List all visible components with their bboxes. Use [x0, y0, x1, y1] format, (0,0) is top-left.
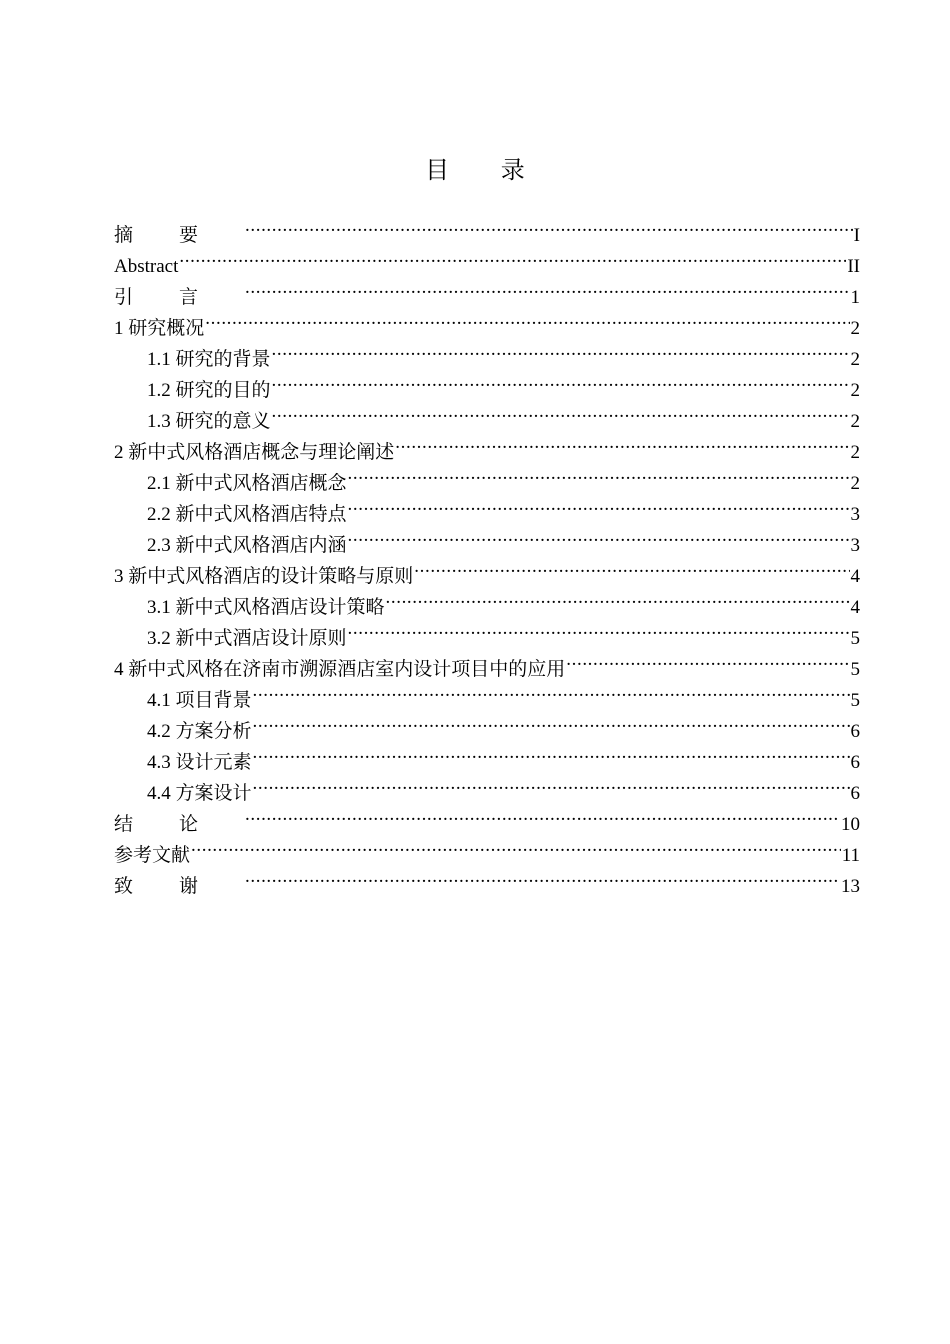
toc-entry-label: 致谢 [114, 876, 245, 897]
toc-dot-leader [348, 458, 850, 489]
toc-entry[interactable] [114, 861, 860, 897]
toc-entry-label: 1 研究概况 [114, 318, 205, 339]
toc-dot-leader [348, 520, 850, 551]
toc-entry-page-number: 13 [841, 876, 860, 897]
toc-entry[interactable] [114, 272, 860, 308]
toc-entry-page-number: 4 [850, 566, 860, 587]
toc-dot-leader [179, 241, 846, 272]
toc-entry-label: 4.4 方案设计 [147, 783, 252, 804]
toc-entry-label: 3 新中式风格酒店的设计策略与原则 [114, 566, 414, 587]
toc-entry-page-number: 3 [850, 504, 860, 525]
toc-entry-label: 2.3 新中式风格酒店内涵 [147, 535, 347, 556]
toc-entry-label: 2 新中式风格酒店概念与理论阐述 [114, 442, 395, 463]
toc-entry-page-number: I [853, 225, 860, 246]
toc-dot-leader [272, 365, 850, 396]
toc-entry-page-number: 6 [850, 752, 860, 773]
toc-dot-leader [395, 427, 849, 458]
toc-entry-page-number: 2 [850, 349, 860, 370]
toc-entry-label: 参考文献 [114, 845, 191, 866]
toc-entry-label: 4.2 方案分析 [147, 721, 252, 742]
toc-entry-label: 1.2 研究的目的 [147, 380, 271, 401]
toc-dot-leader [245, 272, 849, 303]
toc-entry[interactable] [114, 334, 860, 370]
toc-entry-page-number: 5 [850, 628, 860, 649]
toc-entry-page-number: 5 [850, 659, 860, 680]
toc-entry-page-number: 2 [850, 318, 860, 339]
table-of-contents [114, 210, 860, 897]
toc-entry-label: 摘要 [114, 225, 245, 246]
toc-dot-leader [205, 303, 849, 334]
toc-entry-page-number: 2 [850, 380, 860, 401]
toc-entry-page-number: 6 [850, 783, 860, 804]
toc-entry-page-number: 2 [850, 473, 860, 494]
toc-dot-leader [253, 768, 850, 799]
toc-entry[interactable] [114, 303, 860, 339]
toc-entry-page-number: 11 [841, 845, 860, 866]
toc-entry-label: 4 新中式风格在济南市溯源酒店室内设计项目中的应用 [114, 659, 566, 680]
toc-entry[interactable] [114, 241, 860, 277]
toc-dot-leader [253, 706, 850, 737]
toc-entry[interactable] [114, 830, 860, 866]
toc-entry-label: 结论 [114, 814, 245, 835]
toc-dot-leader [272, 334, 850, 365]
toc-entry-page-number: 1 [850, 287, 860, 308]
toc-dot-leader [253, 675, 850, 706]
toc-entry-label: 3.2 新中式酒店设计原则 [147, 628, 347, 649]
toc-entry-page-number: 6 [850, 721, 860, 742]
toc-entry-page-number: 2 [850, 411, 860, 432]
toc-entry-label: 2.2 新中式风格酒店特点 [147, 504, 347, 525]
toc-entry-label: 1.1 研究的背景 [147, 349, 271, 370]
toc-entry-page-number: 10 [841, 814, 860, 835]
toc-entry-label: 4.1 项目背景 [147, 690, 252, 711]
toc-dot-leader [245, 799, 840, 830]
toc-entry-page-number: 5 [850, 690, 860, 711]
toc-dot-leader [348, 613, 850, 644]
toc-entry-label: 3.1 新中式风格酒店设计策略 [147, 597, 385, 618]
toc-dot-leader [245, 861, 840, 892]
toc-entry-label: 1.3 研究的意义 [147, 411, 271, 432]
toc-dot-leader [386, 582, 850, 613]
toc-dot-leader [245, 210, 853, 241]
toc-entry-page-number: 2 [850, 442, 860, 463]
toc-entry-label: 4.3 设计元素 [147, 752, 252, 773]
toc-entry-page-number: 4 [850, 597, 860, 618]
toc-dot-leader [191, 830, 841, 861]
toc-dot-leader [348, 489, 850, 520]
toc-entry[interactable] [114, 210, 860, 246]
toc-title: 目 录 [425, 156, 547, 184]
toc-entry-label: 2.1 新中式风格酒店概念 [147, 473, 347, 494]
toc-entry-page-number: 3 [850, 535, 860, 556]
toc-entry-page-number: II [847, 256, 860, 277]
toc-entry-label: 引言 [114, 287, 245, 308]
toc-dot-leader [414, 551, 849, 582]
toc-dot-leader [272, 396, 850, 427]
toc-dot-leader [566, 644, 849, 675]
toc-dot-leader [253, 737, 850, 768]
toc-entry-label: Abstract [114, 256, 179, 277]
